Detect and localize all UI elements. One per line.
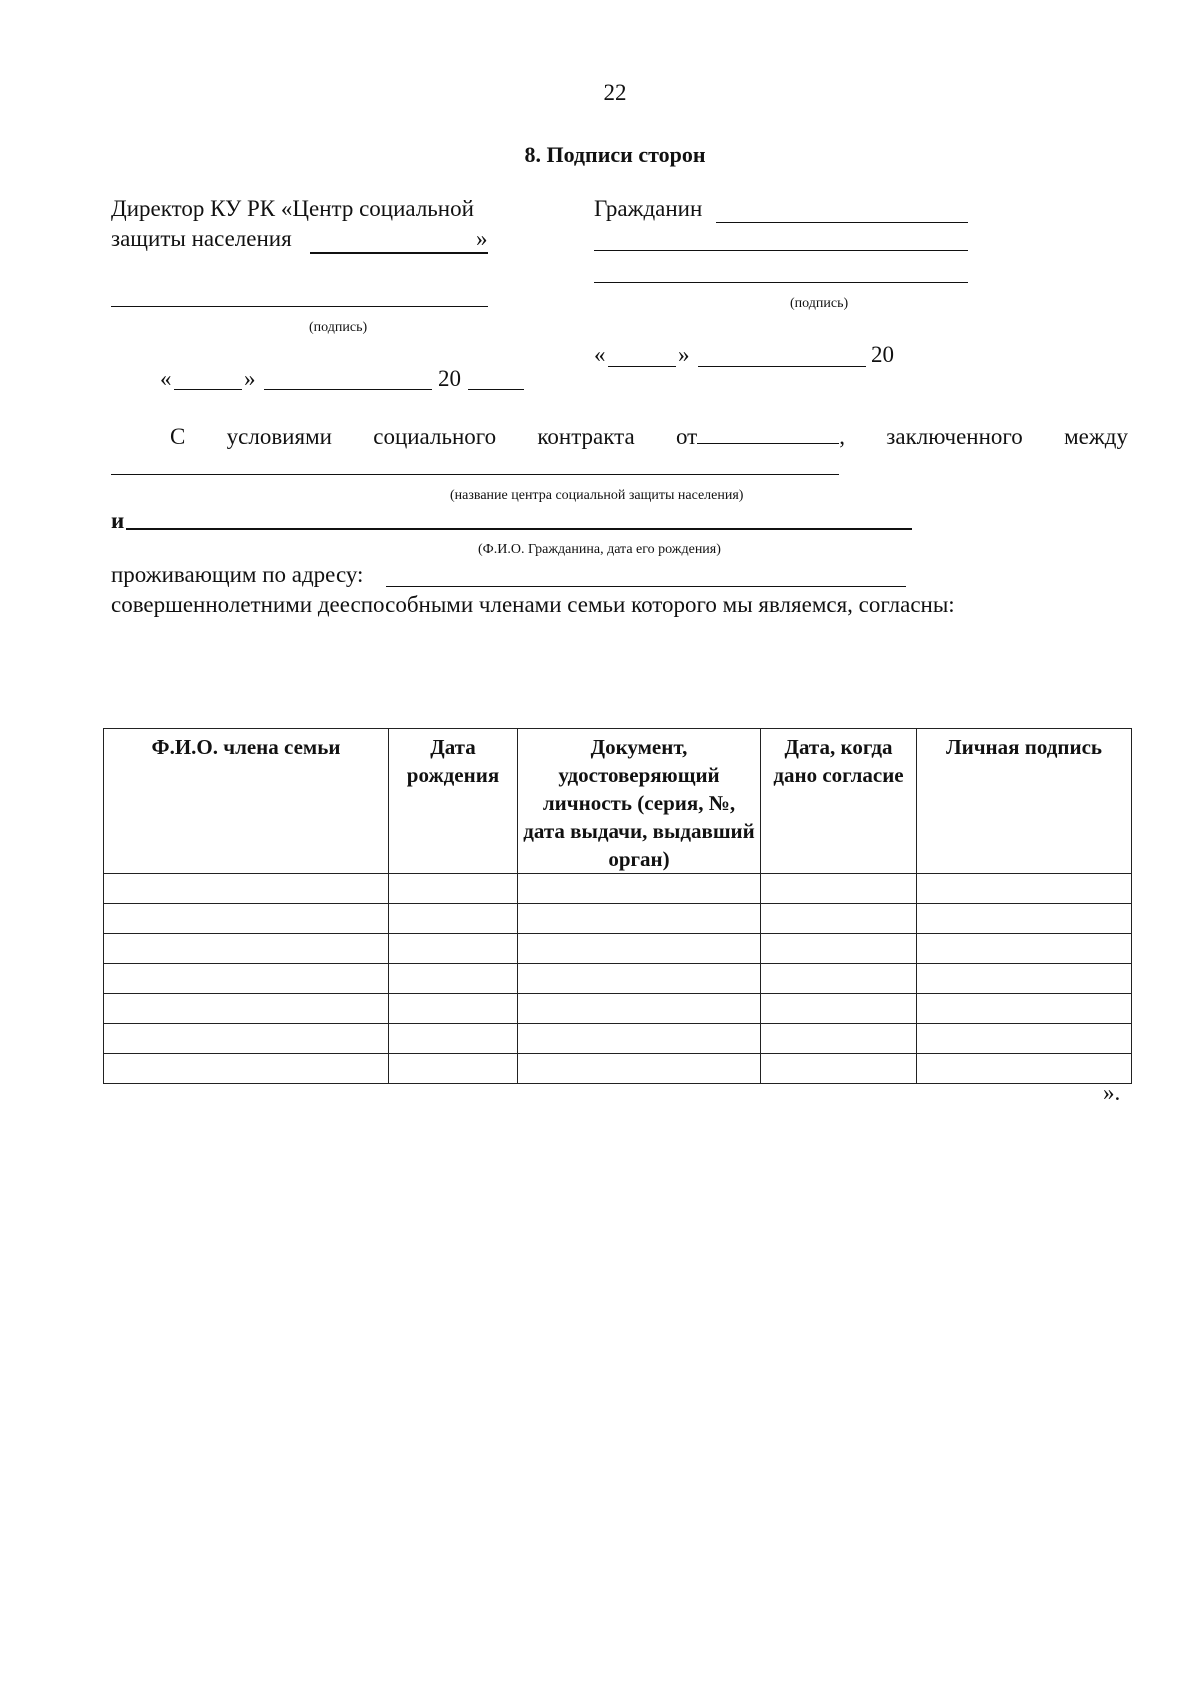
table-cell[interactable] [389, 904, 518, 934]
table-cell[interactable] [761, 934, 917, 964]
column-header-fullname: Ф.И.О. члена семьи [104, 729, 389, 874]
director-signature-field[interactable] [111, 306, 488, 307]
table-cell[interactable] [518, 904, 761, 934]
center-name-caption: (название центра социальной защиты населения) [450, 488, 744, 503]
table-cell[interactable] [917, 1054, 1132, 1084]
table-cell[interactable] [917, 964, 1132, 994]
consent-word: социального [373, 424, 497, 449]
table-cell[interactable] [761, 1054, 917, 1084]
table-cell[interactable] [104, 1024, 389, 1054]
consent-comma: , [839, 424, 845, 449]
table-row [104, 1024, 1132, 1054]
citizen-signature-field[interactable] [594, 282, 968, 283]
table-cell[interactable] [104, 964, 389, 994]
table-cell[interactable] [389, 874, 518, 904]
consent-word: С [170, 424, 186, 449]
table-cell[interactable] [761, 1024, 917, 1054]
table-cell[interactable] [389, 1054, 518, 1084]
table-cell[interactable] [389, 1024, 518, 1054]
director-year-field[interactable] [468, 389, 524, 390]
table-cell[interactable] [917, 874, 1132, 904]
citizen-month-field[interactable] [698, 366, 866, 367]
address-label: проживающим по адресу: [111, 562, 364, 587]
citizen-day-field[interactable] [608, 366, 676, 367]
consent-word: заключенного [886, 424, 1023, 449]
table-cell[interactable] [761, 964, 917, 994]
citizen-date-close-quote: » [678, 342, 690, 367]
table-cell[interactable] [389, 934, 518, 964]
citizen-date-open-quote: « [594, 342, 606, 367]
table-cell[interactable] [389, 994, 518, 1024]
director-signature-caption: (подпись) [309, 320, 368, 335]
citizen-name-field-1[interactable] [716, 222, 968, 223]
table-cell[interactable] [917, 934, 1132, 964]
consent-word: между [1064, 424, 1128, 449]
table-cell[interactable] [917, 994, 1132, 1024]
consent-statement: совершеннолетними дееспособными членами семьи которого мы являемся, согласны: [111, 592, 955, 617]
table-cell[interactable] [518, 1054, 761, 1084]
citizen-name-field-2[interactable] [594, 250, 968, 251]
director-day-field[interactable] [174, 389, 242, 390]
director-date-close-quote: » [244, 366, 256, 391]
table-cell[interactable] [104, 874, 389, 904]
table-row [104, 1054, 1132, 1084]
center-name-line[interactable] [111, 474, 839, 475]
director-year-prefix: 20 [438, 366, 461, 391]
table-cell[interactable] [104, 904, 389, 934]
column-header-birthdate: Дата рождения [389, 729, 518, 874]
citizen-year-prefix: 20 [871, 342, 894, 367]
table-header-row [104, 729, 1132, 874]
closing-quote: ». [1103, 1080, 1121, 1105]
table-cell[interactable] [104, 1054, 389, 1084]
column-header-consent-date: Дата, когда дано согласие [761, 729, 917, 874]
director-month-field[interactable] [264, 389, 432, 390]
consent-word: условиями [226, 424, 332, 449]
consent-word: от [675, 424, 698, 449]
table-cell[interactable] [917, 1024, 1132, 1054]
table-row [104, 994, 1132, 1024]
director-title-line1: Директор КУ РК «Центр социальной [111, 196, 474, 221]
consent-word: контракта [537, 424, 635, 449]
director-quote-close: » [476, 226, 488, 251]
table-cell[interactable] [518, 994, 761, 1024]
citizen-fullname-line[interactable] [126, 528, 912, 530]
table-cell[interactable] [104, 994, 389, 1024]
citizen-label: Гражданин [594, 196, 703, 221]
table-cell[interactable] [518, 964, 761, 994]
section-title: 8. Подписи сторон [524, 142, 706, 167]
address-field[interactable] [386, 586, 906, 587]
table-cell[interactable] [761, 904, 917, 934]
table-cell[interactable] [518, 1024, 761, 1054]
director-title-line2: защиты населения [111, 226, 292, 251]
column-header-identity-document: Документ, удостоверяющий личность (серия, №, дата выдачи, выдавший орган) [518, 729, 761, 874]
table-cell[interactable] [389, 964, 518, 994]
director-date-open-quote: « [160, 366, 172, 391]
table-row [104, 964, 1132, 994]
contract-date-field[interactable] [697, 425, 839, 444]
table-row [104, 904, 1132, 934]
citizen-fullname-caption: (Ф.И.О. Гражданина, дата его рождения) [478, 542, 721, 557]
table-cell[interactable] [761, 994, 917, 1024]
citizen-signature-caption: (подпись) [790, 296, 849, 311]
column-header-signature: Личная подпись [917, 729, 1132, 874]
page-number: 22 [603, 80, 627, 105]
table-cell[interactable] [761, 874, 917, 904]
and-label: и [111, 508, 125, 533]
consent-sentence [170, 424, 1128, 450]
table-row [104, 934, 1132, 964]
table-cell[interactable] [917, 904, 1132, 934]
center-name-field[interactable] [310, 252, 488, 254]
table-cell[interactable] [518, 934, 761, 964]
table-row [104, 874, 1132, 904]
family-members-table [103, 728, 1132, 1084]
table-cell[interactable] [518, 874, 761, 904]
table-cell[interactable] [104, 934, 389, 964]
